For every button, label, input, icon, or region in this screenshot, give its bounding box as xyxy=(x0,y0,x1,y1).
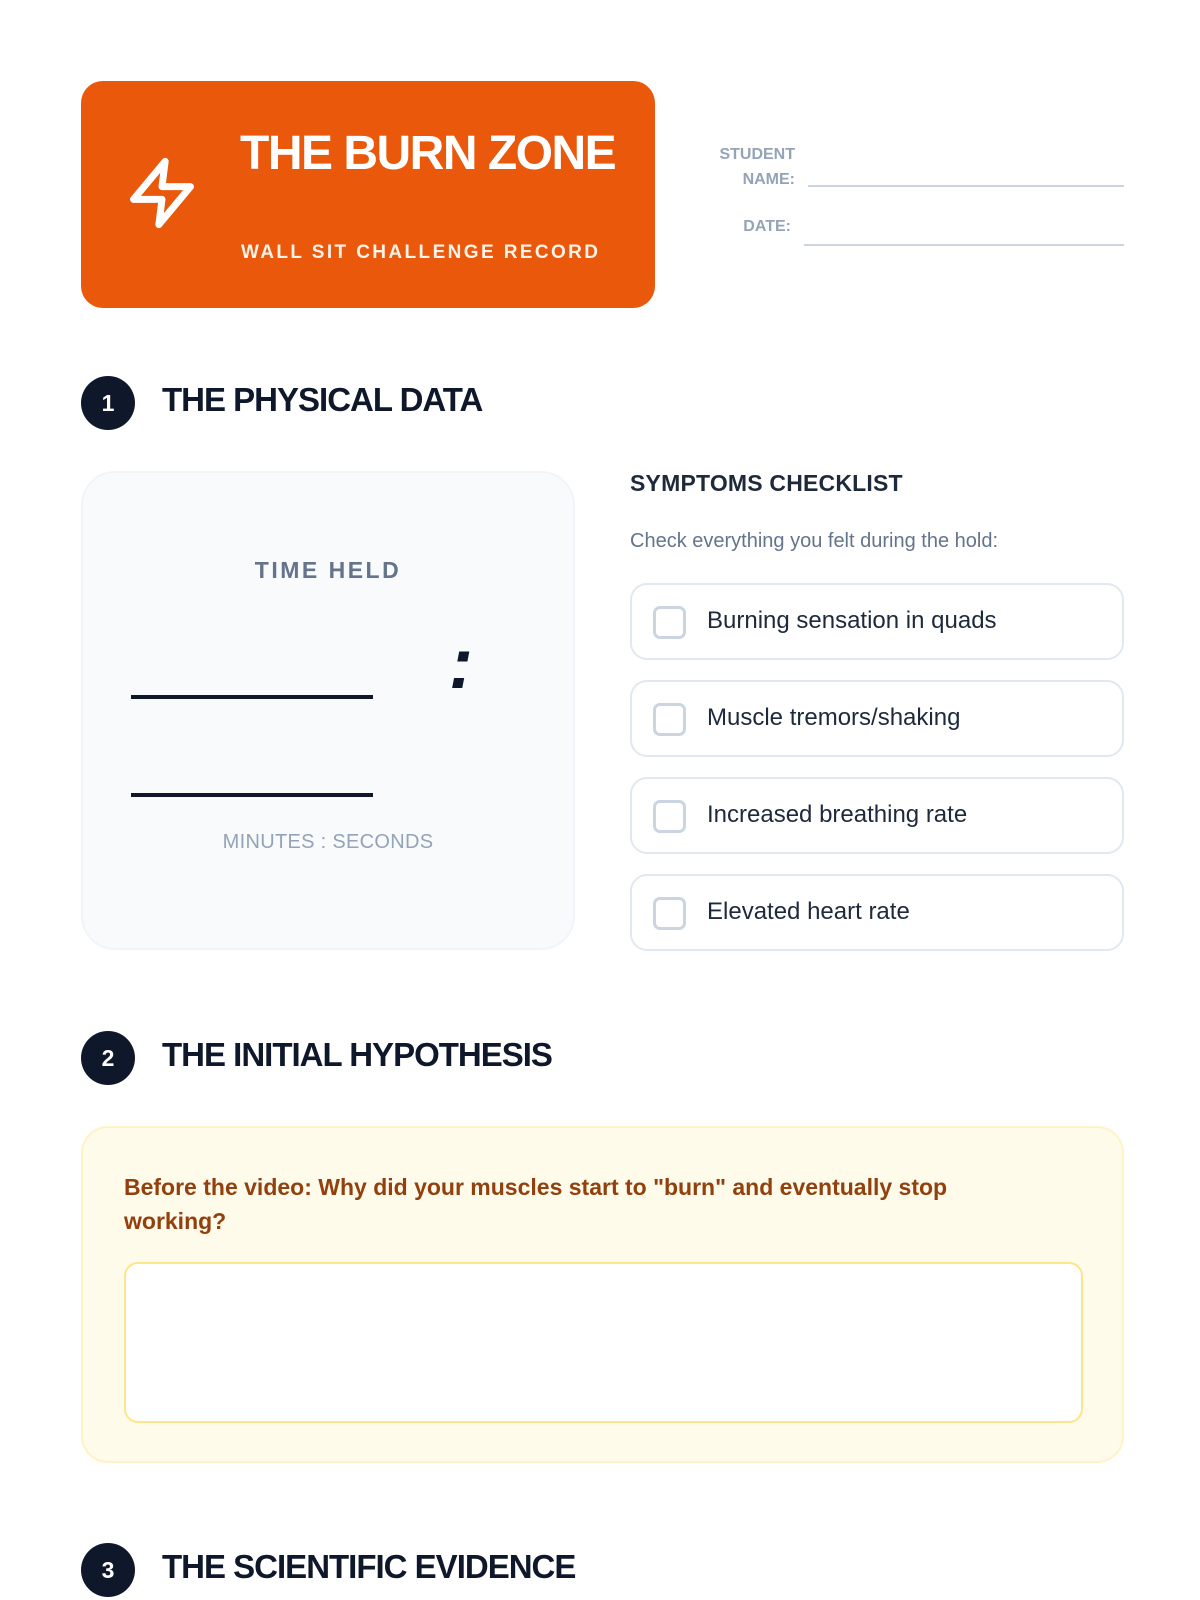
symptoms-instruction: Check everything you felt during the hold: xyxy=(630,530,998,552)
time-held-card xyxy=(81,471,575,950)
section-title: THE SCIENTIFIC EVIDENCE xyxy=(162,1548,576,1585)
symptom-label: Muscle tremors/shaking xyxy=(707,704,961,731)
seconds-input-line[interactable] xyxy=(131,793,373,797)
section-title: THE INITIAL HYPOTHESIS xyxy=(162,1036,552,1073)
section-number-badge: 1 xyxy=(81,376,135,430)
date-field[interactable] xyxy=(804,244,1124,246)
checkbox[interactable] xyxy=(653,800,686,833)
symptom-option[interactable] xyxy=(630,874,1124,951)
hypothesis-question: Before the video: Why did your muscles start to "burn" and eventually stop working? xyxy=(124,1174,948,1234)
symptom-label: Increased breathing rate xyxy=(707,801,968,828)
page-subtitle: WALL SIT CHALLENGE RECORD xyxy=(241,242,601,263)
checkbox[interactable] xyxy=(653,703,686,736)
student-name-label-line1: STUDENT xyxy=(719,146,795,163)
section-title: THE PHYSICAL DATA xyxy=(162,381,483,418)
minutes-input-line[interactable] xyxy=(131,695,373,699)
time-held-label: TIME HELD xyxy=(254,557,402,583)
symptom-option[interactable] xyxy=(630,583,1124,660)
section-number-badge: 3 xyxy=(81,1543,135,1597)
checkbox[interactable] xyxy=(653,606,686,639)
student-name-field[interactable] xyxy=(808,185,1124,187)
student-name-label-line2: NAME: xyxy=(742,171,795,188)
checkbox[interactable] xyxy=(653,897,686,930)
time-separator: : xyxy=(449,624,473,704)
time-units-label: MINUTES : SECONDS xyxy=(222,831,434,853)
page-title: THE BURN ZONE xyxy=(240,127,616,180)
symptom-option[interactable] xyxy=(630,777,1124,854)
student-name-label xyxy=(700,142,795,192)
hypothesis-card xyxy=(81,1126,1124,1463)
lightning-bolt-icon xyxy=(124,155,200,231)
symptoms-checklist-title: SYMPTOMS CHECKLIST xyxy=(630,470,903,496)
symptom-label: Elevated heart rate xyxy=(707,898,910,925)
symptom-label: Burning sensation in quads xyxy=(707,607,997,634)
hypothesis-answer-field[interactable] xyxy=(124,1262,1083,1423)
section-number-badge: 2 xyxy=(81,1031,135,1085)
date-label: DATE: xyxy=(743,218,791,235)
symptom-option[interactable] xyxy=(630,680,1124,757)
